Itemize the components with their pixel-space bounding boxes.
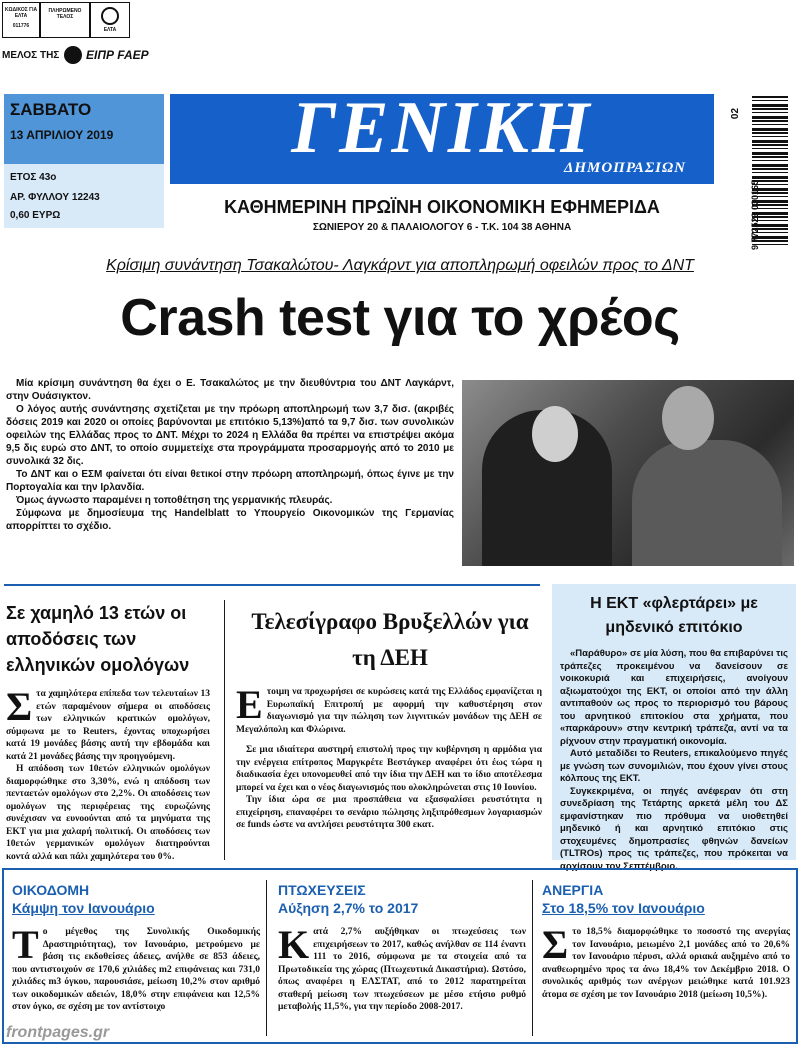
member-of-label: ΜΕΛΟΣ ΤΗΣ [2,50,60,61]
dei-paragraph: Την ίδια ώρα σε μια προσπάθεια να εξασφαλίσει ρευστότητα η επιχείρηση, επαναφέρει το σενάριο πώλησης ληξιπρόθεσμων λογαριασμών σε funds ώστε να αντλήσει ρευστότητα 300 εκατ. [236,795,542,830]
ekt-box [552,584,796,872]
brief-subtitle: Αύξηση 2,7% το 2017 [278,900,419,916]
photo-person-right-face [662,386,714,450]
issue-price: 0,60 ΕΥΡΩ [10,210,61,221]
lead-kicker: Κρίσιμη συνάντηση Τσακαλώτου- Λαγκάρντ για αποπληρωμή οφειλών προς το ΔΝΤ [106,257,694,274]
brief-body [542,922,790,1001]
issue-year: ΕΤΟΣ 43ο [10,172,57,183]
lead-paragraph: Σύμφωνα με δημοσίευμα της Handelblatt το Υπουργείο Οικονομικών της Γερμανίας απορρίπτει το σχέδιο. [6,508,454,532]
dei-paragraph: τοιμη να προχωρήσει σε κυρώσεις κατά της Ελλάδος εμφανίζεται η Ευρωπαϊκή Επιτροπή με αφορμή την καθυστέρηση στον διαγωνισμό για την πώληση των λιγνιτικών μονάδων της ΔΕΗ σε Μεγαλόπολη και Φλώρινα. [236,687,542,735]
brief-body [278,922,526,1014]
dei-paragraph: Σε μια ιδιαίτερα αυστηρή επιστολή προς την κυβέρνηση η αρμόδια για την ενέργεια επίτροπος Μαργκρέτε Βεστάγκερ αναφέρει ότι έως τώρα η διαδικασία έχει υπονομευθεί από την ίδια την ΔΕΗ και το ίδιο αποτέλεσμα μπορεί να έχει και ο νέος διαγωνισμός που ολοκληρώνεται στις 10 Ιουνίου. [236,745,542,793]
ekt-paragraph: Συγκεκριμένα, οι πηγές ανέφεραν ότι στη συνεδρίαση της Τετάρτης αρκετά μέλη του ΔΣ εμφανίστηκαν πιο πρόθυμα να υιοθετηθεί μηδενικό ή και αρνητικό επιτόκιο στις στοχευμένες δημοπρασίες φθηνών δανείων (TLTROs) προς τις τράπεζες, που πρόκειται να αρχίσουν τον Σεπτέμβριο. [560,785,788,872]
barcode-digits: 9 772529 030165 [750,179,760,250]
lead-paragraph: Το ΔΝΤ και ο ΕΣΜ φαίνεται ότι είναι θετικοί στην πρόωρη αποπληρωμή, όπως έγινε με την Πορτογαλία και την Ιρλανδία. [6,469,454,493]
brief-dropcap: Σ [542,922,569,967]
masthead-title: ΓΕΝΙΚΗ [291,87,593,169]
brief-label: ΟΙΚΟΔΟΜΗ [12,882,90,898]
brief-dropcap: Τ [12,922,39,967]
postal-stamp-elta [90,2,130,38]
brief-subtitle: Κάμψη τον Ιανουάριο [12,900,155,916]
member-org-name: ΕΙΠΡ FAEP [86,48,149,62]
eipr-logo-icon [64,46,82,64]
brief-ptoxeuseis [278,882,526,1014]
elta-label: ΕΛΤΑ [103,27,117,33]
brief-body [12,922,260,1014]
lead-paragraph: Μία κρίσιμη συνάντηση θα έχει ο Ε. Τσακαλώτος με την διευθύντρια του ΔΝΤ Λαγκάρντ, στην Ουάσιγκτον. [6,378,454,402]
postal-paid-label: ΠΛΗΡΩΜΕΝΟ ΤΕΛΟΣ [48,8,82,20]
dei-dropcap: Ε [236,682,263,727]
lead-photo [462,380,794,566]
ekt-body [560,648,788,873]
ekt-paragraph: Αυτό μεταδίδει το Reuters, επικαλούμενο πηγές με γνώση των συνομιλιών, που έχουν γίνει στους κόλπους της ΕΚΤ. [560,748,788,784]
bonds-body [6,684,210,863]
column-rule [224,600,225,860]
issue-date: 13 ΑΠΡΙΛΙΟΥ 2019 [10,128,114,142]
masthead-address: ΣΩΝΙΕΡΟΥ 20 & ΠΑΛΑΙΟΛΟΓΟΥ 6 - Τ.Κ. 104 38 ΑΘΗΝΑ [312,222,572,233]
photo-person-right [632,440,782,566]
lead-paragraph: Όμως άγνωστο παραμένει η τοποθέτηση της γερμανικής πλευράς. [16,495,333,506]
ekt-title: Η ΕΚΤ «φλερτάρει» με μηδενικό επιτόκιο [590,595,758,636]
issue-number-box [4,164,164,228]
brief-text: ο μέγεθος της Συνολικής Οικοδομικής Δραστηριότητας), τον Ιανουάριο, μετρούμενο με βάση τις εκδοθείσες άδειες, ανήλθε σε 853 άδειες, που αντιστοιχούν σε 170,6 χιλιάδες m2 επιφάνειας και 731,0 χιλιάδες m3 όγκου, παρουσιάσε, μείωση 10,2% στον αριθμό των οικοδομικών αδειών, 18,0% στην επιφάνεια και 12,5% στον όγκο, σε σχέση με τον αντίστοιχο [12,927,260,1012]
bonds-paragraph: Η απόδοση των 10ετών ελληνικών ομολόγων διαμορφώθηκε στο 3,30%, ενώ η απόδοση των πενταετών ομολόγων στο 2,2%. Οι αποδόσεις των ομολόγων της περιφέρειας της ευρωζώνης συνέχισαν να ευνοούνται από τα μηνύματα της ΕΚΤ για μια χαλαρή πολιτική. Οι αποδόσεις των 10ετών γερμανικών ομολόγων διατηρούνται κοντά αλλά και πάλι χαμηλότερα του 0%. [6,764,210,862]
bonds-paragraph: τα χαμηλότερα επίπεδα των τελευταίων 13 ετών παραμένουν σήμερα οι αποδόσεις των ελληνικών κρατικών ομολόγων, σύμφωνα με το Reuters, έχοντας υποχωρήσει κατά 19 μονάδες βάσης αυτή την εβδομάδα και κατά 21 μονάδες βάσης την προηγούμενη. [6,689,210,762]
bonds-dropcap: Σ [6,684,33,729]
brief-dropcap: Κ [278,922,310,967]
ekt-paragraph: «Παράθυρο» σε μία λύση, που θα επιβαρύνει τις τράπεζες προκειμένου να δανείσουν σε νοικοκυριά και επιχειρήσεις, ανοίγουν αξιωματούχοι της ΕΚΤ, οι οποίοι από την άλλη αντιπαθούν ως προς το περιορισμό του βάρους του αρνητικού επιτοκίου στα χρήματα, που «παρκάρουν» στην κεντρική τράπεζα, αντί να τα ρίχνουν στην πραγματική οικονομία. [560,648,788,747]
elta-logo-icon [101,7,119,25]
lead-body [6,377,454,533]
postal-stamp-paid [40,2,90,38]
postal-code-label: ΚΩΔΙΚΟΣ ΓΙΑ ΕΛΤΑ [4,7,38,19]
masthead-box [170,87,714,184]
photo-person-left-face [532,406,578,462]
frontpages-watermark: frontpages.gr [6,1024,110,1041]
brief-anergia [542,882,790,1001]
brief-rule [266,880,267,1036]
section-divider [4,584,540,586]
issue-day: ΣΑΒΒΑΤΟ [10,100,92,119]
masthead-tagline: ΚΑΘΗΜΕΡΙΝΗ ΠΡΩΪΝΗ ΟΙΚΟΝΟΜΙΚΗ ΕΦΗΜΕΡΙΔΑ [224,197,660,217]
postal-stamp-code [2,2,40,38]
barcode-issue-code: 02 [730,107,742,120]
bonds-title: Σε χαμηλό 13 ετών οι αποδόσεις των ελληνικών ομολόγων [6,603,190,675]
brief-label: ΠΤΩΧΕΥΣΕΙΣ [278,882,366,898]
brief-rule [532,880,533,1036]
dei-title: Τελεσίγραφο Βρυξελλών για τη ΔΕΗ [251,609,529,670]
dei-body [236,682,542,832]
issue-date-box [4,94,164,164]
lead-paragraph: Ο λόγος αυτής συνάντησης σχετίζεται με την πρόωρη αποπληρωμή των 3,7 δισ. (ακριβές δόσεις 2019 και 2020 οι οποίες βαρύνονται με επιτόκιο 5,13%)από τα 9,7 δισ. των συνολικών οφειλών της Ελλάδας προς το ΔΝΤ. Μέχρι το 2024 η Ελλάδα θα πρέπει να επιστρέψει ακόμα 9,5 δις ευρώ στο ΔΝΤ, το οποίο συμμετείχε στα προγράμματα προσαρμογής από το 2010 με συνολικά 32 δις. [6,404,454,467]
brief-text: το 18,5% διαμορφώθηκε το ποσοστό της ανεργίας τον Ιανουάριο, μειωμένο 2,1 μονάδες από το 20,6% τον Ιανουάριο πέρυσι, αλλά οριακά αυξημένο από το αναθεωρημένο προς τα άνω 18,4% τον Δεκέμβριο 2018. Ο συνολικός αριθμός των ανέργων μειώθηκε κατά 101.923 άτομα σε σχέση με τον Ιανουάριο 2018 (μείωση 10,5%). [542,927,790,1000]
brief-subtitle: Στο 18,5% τον Ιανουάριο [542,900,705,916]
brief-oikodomi [12,882,260,1014]
issue-number: ΑΡ. ΦΥΛΛΟΥ 12243 [10,192,100,203]
masthead-subtitle: ΔΗΜΟΠΡΑΣΙΩΝ [563,160,686,176]
brief-label: ΑΝΕΡΓΙΑ [542,882,604,898]
postal-code-value: 011776 [12,23,30,29]
lead-headline: Crash test για το χρέος [120,289,680,347]
brief-text: ατά 2,7% αυξήθηκαν οι πτωχεύσεις των επιχειρήσεων το 2017, καθώς ανήλθαν σε 114 έναντι 111 το 2016, σύμφωνα με τα στοιχεία από τα Πρωτοδικεία της χώρας (Πτωχευτικά Δικαστήρια). Ωστόσο, όπως αναφέρει η ΕΛΣΤΑΤ, από το 2012 παρατηρείται σταθερή μείωση των πτωχεύσεων με μέσο ετήσιο ρυθμό μεταβολής 11,5%, για την περίοδο 2008-2017. [278,927,526,1012]
